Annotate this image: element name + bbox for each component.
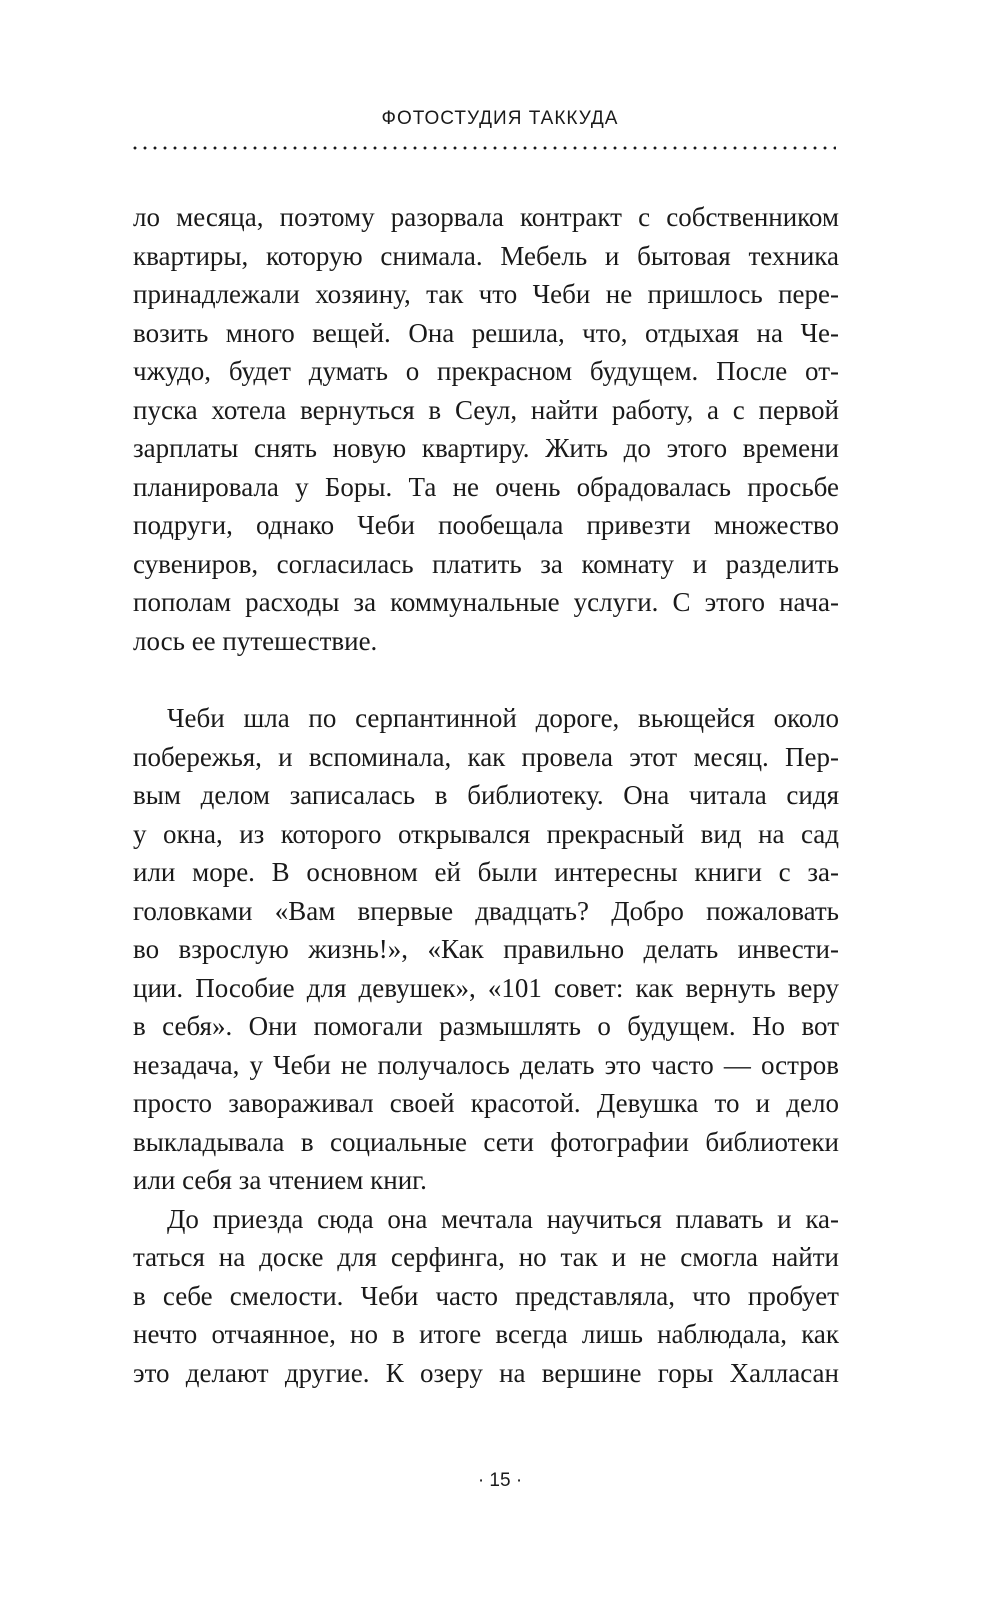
text-line: в себе смелости. Чеби часто представляла, что пробует bbox=[133, 1280, 839, 1311]
text-line: вым делом записалась в библиотеку. Она читала сидя bbox=[133, 780, 839, 810]
text-line: принадлежали хозяину, так что Чеби не пришлось пере- bbox=[133, 279, 839, 309]
text-line: нечто отчаянное, но в итоге всегда лишь наблюдала, как bbox=[133, 1319, 839, 1349]
text-line: головками «Вам впервые двадцать? Добро пожаловать bbox=[133, 895, 839, 926]
text-line: у окна, из которого открывался прекрасный вид на сад bbox=[133, 818, 839, 849]
page-number: · 15 · bbox=[477, 1470, 523, 1491]
running-head: ФОТОСТУДИЯ ТАККУДА bbox=[381, 108, 619, 129]
text-line: планировала у Боры. Та не очень обрадовалась просьбе bbox=[133, 471, 839, 502]
text-line: выкладывала в социальные сети фотографии библиотеки bbox=[133, 1126, 839, 1157]
text-line: возить много вещей. Она решила, что, отдыхая на Че- bbox=[133, 317, 839, 348]
text-line: ции. Пособие для девушек», «101 совет: как вернуть веру bbox=[133, 972, 839, 1003]
text-line: лось ее путешествие. bbox=[133, 625, 378, 656]
text-line: чжудо, будет думать о прекрасном будущем. После от- bbox=[133, 356, 839, 386]
section-break bbox=[133, 660, 839, 699]
text-line: подруги, однако Чеби пообещала привезти множество bbox=[133, 510, 839, 540]
text-line: во взрослую жизнь!», «Как правильно делать инвести- bbox=[133, 934, 839, 964]
text-line: или себя за чтением книг. bbox=[133, 1165, 427, 1195]
text-line: сувениров, согласилась платить за комнату и разделить bbox=[133, 548, 839, 579]
text-line: зарплаты снять новую квартиру. Жить до этого времени bbox=[133, 433, 839, 463]
text-line: просто завораживал своей красотой. Девушка то и дело bbox=[133, 1088, 839, 1118]
text-line: таться на доске для серфинга, но так и не смогла найти bbox=[133, 1242, 839, 1272]
paragraph-3 bbox=[133, 1200, 839, 1393]
paragraph-1 bbox=[133, 198, 839, 660]
text-line: ло месяца, поэтому разорвала контракт с собственником bbox=[133, 202, 839, 232]
text-line: До приезда сюда она мечтала научиться плавать и ка- bbox=[167, 1203, 839, 1234]
text-line: незадача, у Чеби не получалось делать это часто — остров bbox=[133, 1049, 839, 1080]
text-line: это делают другие. К озеру на вершине горы Халласан bbox=[133, 1357, 839, 1388]
text-line: в себя». Они помогали размышлять о будущем. Но вот bbox=[133, 1011, 839, 1041]
text-line: Чеби шла по серпантинной дороге, вьющейся около bbox=[167, 703, 839, 733]
dotted-rule bbox=[130, 146, 836, 150]
text-line: пополам расходы за коммунальные услуги. С этого нача- bbox=[133, 587, 839, 617]
text-line: или море. В основном ей были интересны книги с за- bbox=[133, 857, 839, 887]
text-line: побережья, и вспоминала, как провела этот месяц. Пер- bbox=[133, 741, 839, 772]
text-line: пуска хотела вернуться в Сеул, найти работу, а с первой bbox=[133, 394, 839, 425]
paragraph-2 bbox=[133, 699, 839, 1200]
text-line: квартиры, которую снимала. Мебель и бытовая техника bbox=[133, 240, 839, 271]
body-text bbox=[133, 198, 839, 1392]
